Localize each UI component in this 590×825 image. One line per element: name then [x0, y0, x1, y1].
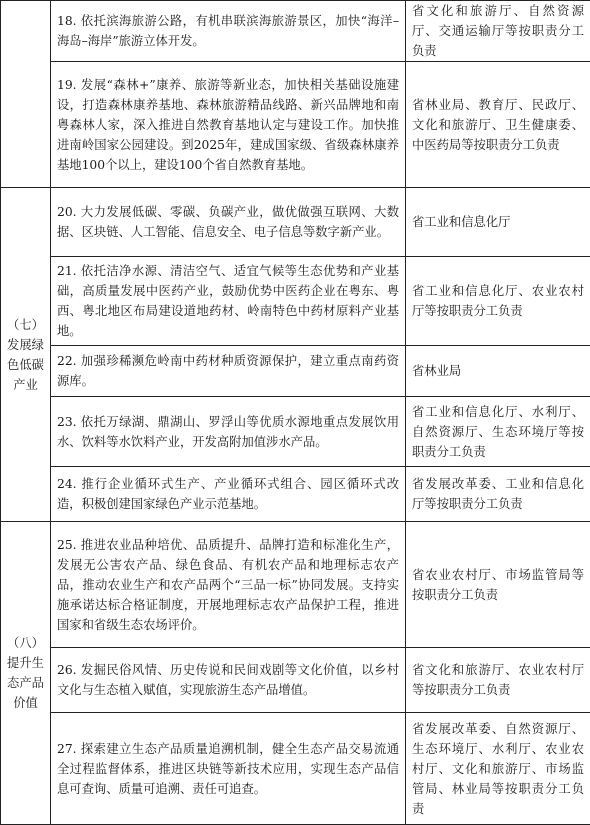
table-row [1, 648, 590, 713]
department-cell: 省林业局、教育厅、民政厅、文化和旅游厅、卫生健康委、中医药局等按职责分工负责 [406, 62, 590, 188]
department-cell: 省工业和信息化厅、水利厅、自然资源厅、生态环境厅等按职责分工负责 [406, 397, 590, 467]
task-cell: 26. 发掘民俗风情、历史传说和民间戏剧等文化价值，以乡村文化与生态植入赋值，实现旅游生态产品增值。 [51, 648, 406, 713]
task-cell: 18. 依托滨海旅游公路，有机串联滨海旅游景区，加快“海洋–海岛–海岸”旅游立体开发。 [51, 1, 406, 62]
task-cell: 23. 依托万绿湖、鼎湖山、罗浮山等优质水源地重点发展饮用水、饮料等水饮料产业，开发高附加值涉水产品。 [51, 397, 406, 467]
task-cell: 24. 推行企业循环式生产、产业循环式组合、园区循环式改造，积极创建国家绿色产业示范基地。 [51, 467, 406, 522]
task-cell: 19. 发展“森林+”康养、旅游等新业态，加快相关基础设施建设，打造森林康养基地、森林旅游精品线路、新兴品牌地和南粤森林人家，深入推进自然教育基地认定与建设工作。加快推进南岭国家公园建设。到2025年，建成国家级、省级森林康养基地100个以上，建设100个省自然教育基地。 [51, 62, 406, 188]
task-cell: 25. 推进农业品种培优、品质提升、品牌打造和标准化生产，发展无公害农产品、绿色食品、有机农产品和地理标志农产品，推动农业生产和农产品两个“三品一标”协同发展。支持实施承诺达标合格证制度，开展地理标志农产品保护工程，推进国家和省级生态农场评价。 [51, 522, 406, 648]
table-row [1, 522, 590, 648]
category-cell-eight: （八）提升生态产品价值 [1, 522, 51, 825]
category-cell-continued [1, 1, 51, 188]
table-row [1, 346, 590, 397]
table-row [1, 1, 590, 62]
table-row [1, 467, 590, 522]
task-cell: 22. 加强珍稀濒危岭南中药材种质资源保护，建立重点南药资源库。 [51, 346, 406, 397]
department-cell: 省工业和信息化厅 [406, 188, 590, 257]
category-cell-seven: （七）发展绿色低碳产业 [1, 188, 51, 522]
task-cell: 27. 探索建立生态产品质量追溯机制，健全生态产品交易流通全过程监督体系，推进区块链等新技术应用，实现生态产品信息可查询、质量可追溯、责任可追查。 [51, 713, 406, 825]
department-cell: 省林业局 [406, 346, 590, 397]
department-cell: 省文化和旅游厅、农业农村厅等按职责分工负责 [406, 648, 590, 713]
table-row [1, 257, 590, 346]
department-cell: 省工业和信息化厅、农业农村厅等按职责分工负责 [406, 257, 590, 346]
department-cell: 省农业农村厅、市场监管局等按职责分工负责 [406, 522, 590, 648]
department-cell: 省发展改革委、工业和信息化厅等按职责分工负责 [406, 467, 590, 522]
task-cell: 21. 依托洁净水源、清洁空气、适宜气候等生态优势和产业基础，高质量发展中医药产业，鼓励优势中医药企业在粤东、粤西、粤北地区布局建设道地药材、岭南特色中药材原料产业基地。 [51, 257, 406, 346]
table-row [1, 62, 590, 188]
table-row [1, 188, 590, 257]
task-cell: 20. 大力发展低碳、零碳、负碳产业，做优做强互联网、大数据、区块链、人工智能、信息安全、电子信息等数字新产业。 [51, 188, 406, 257]
department-cell: 省文化和旅游厅、自然资源厅、交通运输厅等按职责分工负责 [406, 1, 590, 62]
department-cell: 省发展改革委、自然资源厅、生态环境厅、水利厅、农业农村厅、文化和旅游厅、市场监管局、林业局等按职责分工负责 [406, 713, 590, 825]
table-row [1, 397, 590, 467]
table-row [1, 713, 590, 825]
